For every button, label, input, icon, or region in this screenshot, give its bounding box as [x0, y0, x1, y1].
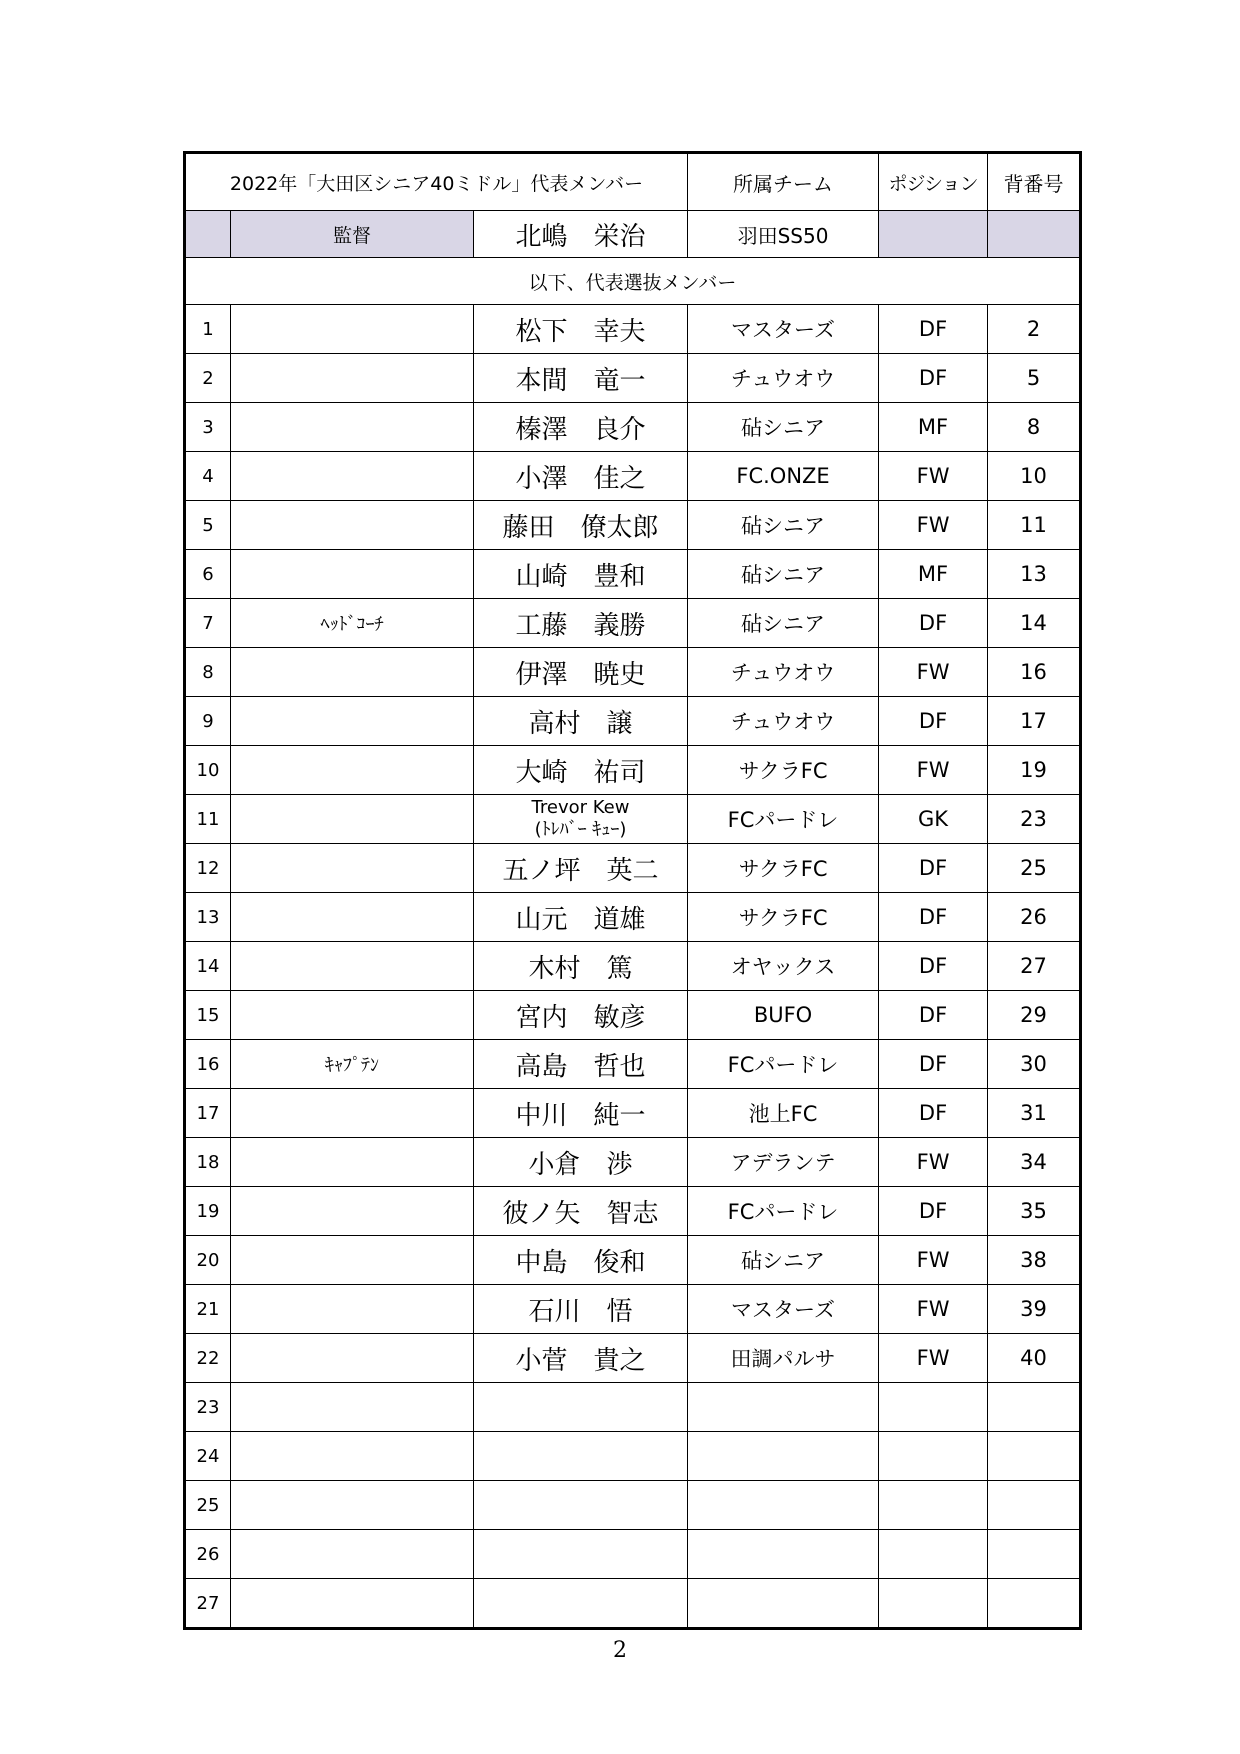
member-position: DF — [879, 991, 988, 1040]
member-name — [474, 795, 688, 844]
table-row — [185, 305, 1081, 354]
table-row — [185, 942, 1081, 991]
member-role — [231, 1432, 474, 1481]
member-position: GK — [879, 795, 988, 844]
member-team: チュウオウ — [688, 354, 879, 403]
member-role — [231, 452, 474, 501]
table-row — [185, 1530, 1081, 1579]
table-row — [185, 354, 1081, 403]
member-team: FCパードレ — [688, 1040, 879, 1089]
member-number: 23 — [988, 795, 1081, 844]
member-no: 22 — [185, 1334, 231, 1383]
table-row — [185, 697, 1081, 746]
member-team: オヤックス — [688, 942, 879, 991]
member-role: ｷｬﾌﾟﾃﾝ — [231, 1040, 474, 1089]
member-no: 19 — [185, 1187, 231, 1236]
table-row — [185, 1040, 1081, 1089]
member-no: 25 — [185, 1481, 231, 1530]
member-position: DF — [879, 1089, 988, 1138]
manager-name: 北嶋 栄治 — [474, 211, 688, 258]
member-role — [231, 746, 474, 795]
member-team: 田調パルサ — [688, 1334, 879, 1383]
member-no: 26 — [185, 1530, 231, 1579]
member-team: FC.ONZE — [688, 452, 879, 501]
member-number: 19 — [988, 746, 1081, 795]
table-row — [185, 501, 1081, 550]
member-number: 39 — [988, 1285, 1081, 1334]
member-number: 30 — [988, 1040, 1081, 1089]
member-role — [231, 1236, 474, 1285]
member-name: 高島 哲也 — [474, 1040, 688, 1089]
member-name: 五ノ坪 英二 — [474, 844, 688, 893]
member-team: チュウオウ — [688, 697, 879, 746]
header-team: 所属チーム — [688, 153, 879, 211]
member-name-reading: (ﾄﾚﾊﾞｰ ｷｭｰ) — [534, 819, 627, 840]
member-role — [231, 1187, 474, 1236]
member-team: 砧シニア — [688, 550, 879, 599]
member-position — [879, 1383, 988, 1432]
member-role — [231, 501, 474, 550]
member-position: DF — [879, 697, 988, 746]
member-team: 砧シニア — [688, 501, 879, 550]
member-team — [688, 1432, 879, 1481]
table-row — [185, 795, 1081, 844]
table-row — [185, 893, 1081, 942]
member-role: ﾍｯﾄﾞｺｰﾁ — [231, 599, 474, 648]
member-name — [474, 1481, 688, 1530]
table-row — [185, 1187, 1081, 1236]
member-number: 14 — [988, 599, 1081, 648]
member-name: 伊澤 暁史 — [474, 648, 688, 697]
member-team — [688, 1579, 879, 1629]
member-number — [988, 1383, 1081, 1432]
member-position: DF — [879, 1040, 988, 1089]
member-no: 5 — [185, 501, 231, 550]
member-position: FW — [879, 648, 988, 697]
member-name: 本間 竜一 — [474, 354, 688, 403]
member-name — [474, 1530, 688, 1579]
member-number: 31 — [988, 1089, 1081, 1138]
member-name: 小澤 佳之 — [474, 452, 688, 501]
member-position — [879, 1579, 988, 1629]
member-role — [231, 893, 474, 942]
table-row — [185, 599, 1081, 648]
member-number — [988, 1481, 1081, 1530]
member-name: 石川 悟 — [474, 1285, 688, 1334]
member-number: 25 — [988, 844, 1081, 893]
member-name: 木村 篤 — [474, 942, 688, 991]
member-number — [988, 1432, 1081, 1481]
member-number: 38 — [988, 1236, 1081, 1285]
member-no: 4 — [185, 452, 231, 501]
member-no: 18 — [185, 1138, 231, 1187]
member-name — [474, 1432, 688, 1481]
member-no: 11 — [185, 795, 231, 844]
table-row — [185, 844, 1081, 893]
member-name: 中川 純一 — [474, 1089, 688, 1138]
member-no: 2 — [185, 354, 231, 403]
table-row — [185, 1579, 1081, 1629]
table-row — [185, 452, 1081, 501]
member-team — [688, 1481, 879, 1530]
member-number: 10 — [988, 452, 1081, 501]
member-no: 14 — [185, 942, 231, 991]
member-no: 17 — [185, 1089, 231, 1138]
member-number: 17 — [988, 697, 1081, 746]
manager-team: 羽田SS50 — [688, 211, 879, 258]
member-position: DF — [879, 1187, 988, 1236]
member-name: 山元 道雄 — [474, 893, 688, 942]
member-position — [879, 1530, 988, 1579]
manager-position — [879, 211, 988, 258]
member-team: 砧シニア — [688, 599, 879, 648]
member-position: FW — [879, 452, 988, 501]
member-role — [231, 697, 474, 746]
member-name: 藤田 僚太郎 — [474, 501, 688, 550]
member-role — [231, 795, 474, 844]
member-team: マスターズ — [688, 1285, 879, 1334]
manager-role: 監督 — [231, 211, 474, 258]
member-name: 大崎 祐司 — [474, 746, 688, 795]
table-row — [185, 1285, 1081, 1334]
member-no: 7 — [185, 599, 231, 648]
member-team: BUFO — [688, 991, 879, 1040]
member-position: FW — [879, 501, 988, 550]
member-number: 27 — [988, 942, 1081, 991]
member-position: DF — [879, 354, 988, 403]
member-name: 山崎 豊和 — [474, 550, 688, 599]
member-no: 8 — [185, 648, 231, 697]
manager-number — [988, 211, 1081, 258]
member-role — [231, 1383, 474, 1432]
member-position: DF — [879, 599, 988, 648]
member-role — [231, 1579, 474, 1629]
member-team: アデランテ — [688, 1138, 879, 1187]
member-number: 5 — [988, 354, 1081, 403]
member-no: 1 — [185, 305, 231, 354]
member-team: サクラFC — [688, 844, 879, 893]
member-team: 池上FC — [688, 1089, 879, 1138]
table-row — [185, 550, 1081, 599]
member-number: 8 — [988, 403, 1081, 452]
member-position — [879, 1432, 988, 1481]
member-no: 9 — [185, 697, 231, 746]
roster-table — [183, 151, 1082, 1630]
member-team — [688, 1530, 879, 1579]
member-position: DF — [879, 893, 988, 942]
table-row — [185, 1334, 1081, 1383]
table-row — [185, 991, 1081, 1040]
member-role — [231, 1530, 474, 1579]
member-name — [474, 1383, 688, 1432]
member-team: サクラFC — [688, 893, 879, 942]
member-number: 11 — [988, 501, 1081, 550]
member-team: 砧シニア — [688, 403, 879, 452]
member-role — [231, 1089, 474, 1138]
member-role — [231, 942, 474, 991]
member-name: 彼ノ矢 智志 — [474, 1187, 688, 1236]
member-number: 13 — [988, 550, 1081, 599]
member-number — [988, 1530, 1081, 1579]
member-role — [231, 648, 474, 697]
member-no: 10 — [185, 746, 231, 795]
member-name: 宮内 敏彦 — [474, 991, 688, 1040]
member-team: チュウオウ — [688, 648, 879, 697]
manager-row — [185, 211, 1081, 258]
member-position: MF — [879, 403, 988, 452]
table-row — [185, 746, 1081, 795]
member-number: 35 — [988, 1187, 1081, 1236]
member-number — [988, 1579, 1081, 1629]
member-team: サクラFC — [688, 746, 879, 795]
member-no: 6 — [185, 550, 231, 599]
member-team: FCパードレ — [688, 795, 879, 844]
member-role — [231, 1481, 474, 1530]
table-row — [185, 1383, 1081, 1432]
member-position: DF — [879, 942, 988, 991]
header-position: ポジション — [879, 153, 988, 211]
member-name: 高村 譲 — [474, 697, 688, 746]
member-no: 12 — [185, 844, 231, 893]
member-role — [231, 305, 474, 354]
table-title: 2022年「大田区シニア40ミドル」代表メンバー — [185, 153, 688, 211]
member-no: 15 — [185, 991, 231, 1040]
member-role — [231, 1138, 474, 1187]
table-row — [185, 1481, 1081, 1530]
member-number: 34 — [988, 1138, 1081, 1187]
member-role — [231, 550, 474, 599]
member-role — [231, 354, 474, 403]
table-row — [185, 1089, 1081, 1138]
member-position: FW — [879, 1236, 988, 1285]
member-position: FW — [879, 1285, 988, 1334]
member-name: 工藤 義勝 — [474, 599, 688, 648]
member-team — [688, 1383, 879, 1432]
member-no: 3 — [185, 403, 231, 452]
header-number: 背番号 — [988, 153, 1081, 211]
member-role — [231, 1334, 474, 1383]
table-row — [185, 403, 1081, 452]
member-team: FCパードレ — [688, 1187, 879, 1236]
member-team: 砧シニア — [688, 1236, 879, 1285]
member-role — [231, 844, 474, 893]
member-name: 小菅 貴之 — [474, 1334, 688, 1383]
section-label: 以下、代表選抜メンバー — [185, 258, 1081, 305]
member-no: 27 — [185, 1579, 231, 1629]
member-no: 16 — [185, 1040, 231, 1089]
page-number: 2 — [613, 1638, 627, 1663]
member-role — [231, 1285, 474, 1334]
member-no: 21 — [185, 1285, 231, 1334]
member-role — [231, 991, 474, 1040]
member-name-main: Trevor Kew — [531, 797, 630, 818]
member-no: 24 — [185, 1432, 231, 1481]
manager-no-cell — [185, 211, 231, 258]
member-position: FW — [879, 1334, 988, 1383]
member-position — [879, 1481, 988, 1530]
member-name: 榛澤 良介 — [474, 403, 688, 452]
table-row — [185, 1138, 1081, 1187]
member-name: 小倉 渉 — [474, 1138, 688, 1187]
member-position: DF — [879, 305, 988, 354]
member-role — [231, 403, 474, 452]
member-name — [474, 1579, 688, 1629]
table-row — [185, 1432, 1081, 1481]
member-position: DF — [879, 844, 988, 893]
member-position: MF — [879, 550, 988, 599]
member-position: FW — [879, 746, 988, 795]
member-no: 20 — [185, 1236, 231, 1285]
member-name: 中島 俊和 — [474, 1236, 688, 1285]
member-name: 松下 幸夫 — [474, 305, 688, 354]
member-no: 13 — [185, 893, 231, 942]
member-team: マスターズ — [688, 305, 879, 354]
member-no: 23 — [185, 1383, 231, 1432]
member-number: 40 — [988, 1334, 1081, 1383]
member-number: 16 — [988, 648, 1081, 697]
section-row — [185, 258, 1081, 305]
member-position: FW — [879, 1138, 988, 1187]
table-row — [185, 1236, 1081, 1285]
member-number: 29 — [988, 991, 1081, 1040]
member-number: 2 — [988, 305, 1081, 354]
table-row — [185, 648, 1081, 697]
header-row — [185, 153, 1081, 211]
member-number: 26 — [988, 893, 1081, 942]
